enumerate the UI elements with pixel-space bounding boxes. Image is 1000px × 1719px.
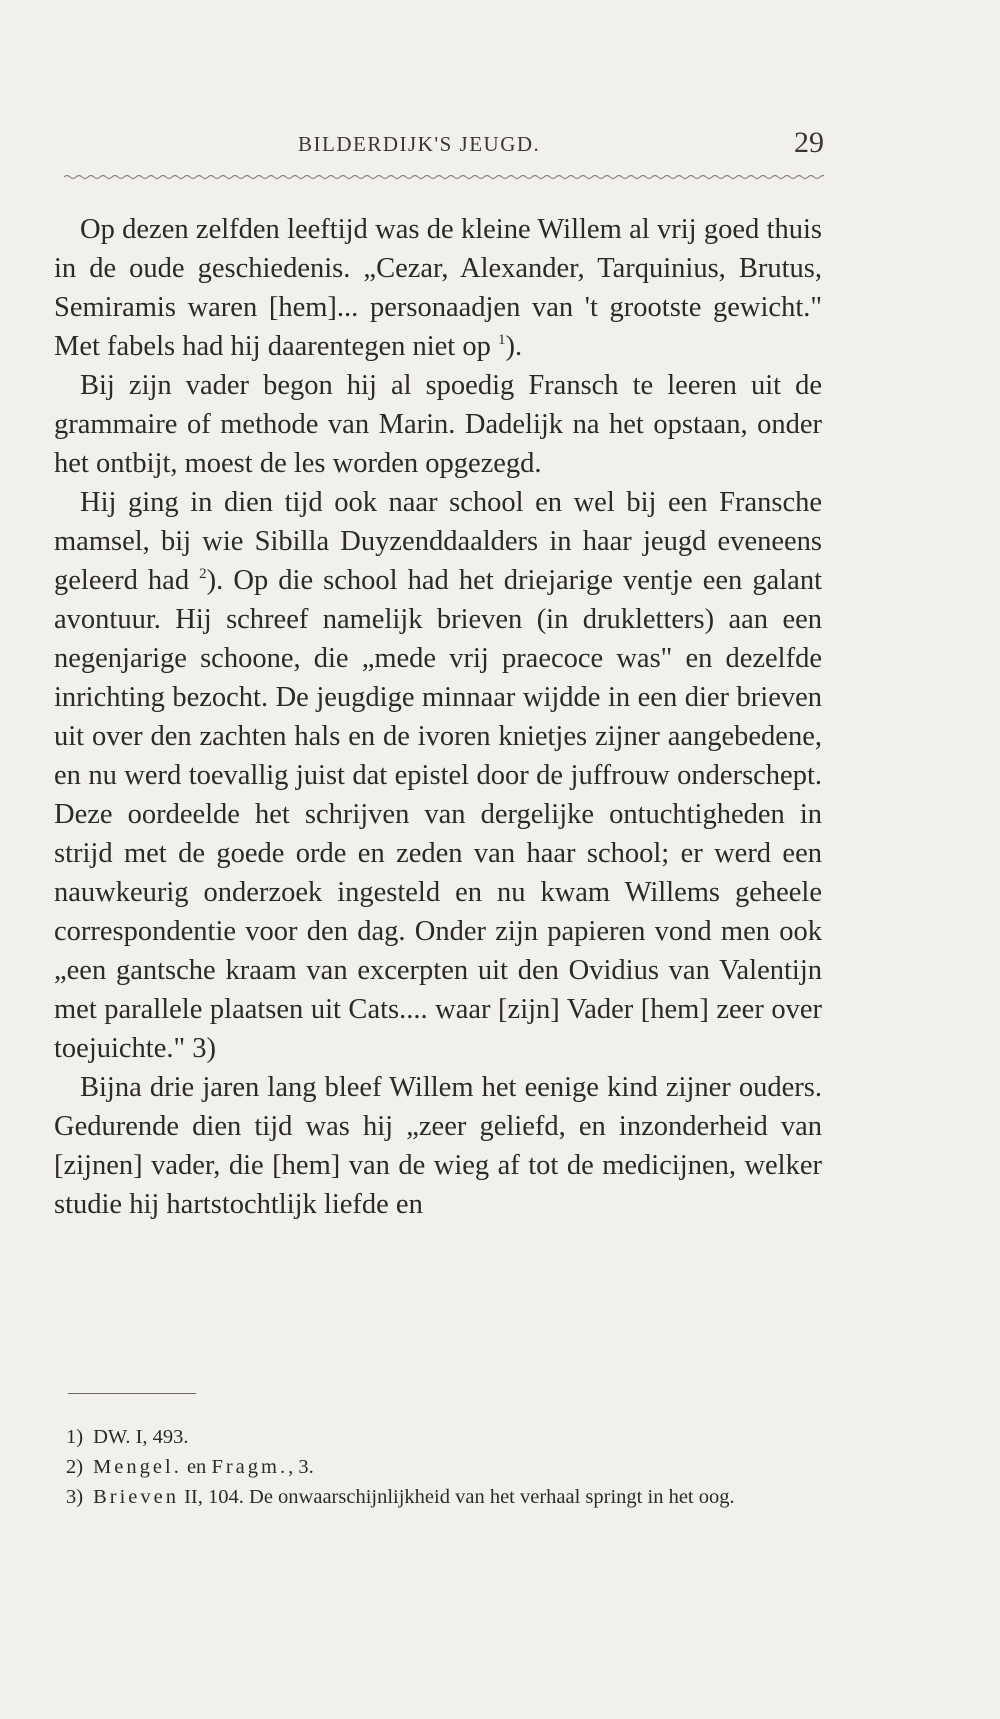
footnote-text: DW. I, 493. (93, 1426, 189, 1448)
text-segment: 3) (192, 1033, 217, 1064)
text-segment: ). (505, 331, 523, 362)
footnote (66, 1452, 846, 1482)
footnote (66, 1482, 846, 1512)
footnote-text: , 3. (288, 1456, 314, 1478)
footnote-text: en (181, 1456, 212, 1478)
text-segment: Bijna drie jaren lang bleef Willem het eenige kind zijner ouders. Gedurende dien tijd was hij „zeer geliefd, en inzonderheid van [zijnen] vader, die [hem] van de wieg af tot de medicijnen, welker studie hij hartstochtlijk liefde en (54, 1072, 822, 1220)
footnote-separator (68, 1393, 196, 1394)
paragraph (54, 366, 822, 483)
footnote-source: Mengel. (93, 1456, 182, 1478)
body-text (54, 210, 822, 1224)
footnote-ref: 1 (497, 332, 506, 348)
text-segment: Op dezen zelfden leeftijd was de kleine Willem al vrij goed thuis in de oude geschiedenis. „Cezar, Alexander, Tarquinius, Brutus, Semiramis waren [hem]... personaadjen van 't grootste gewicht." Met fabels had hij daarentegen niet op (54, 214, 822, 362)
paragraph (54, 210, 822, 366)
footnotes (66, 1422, 846, 1512)
paragraph (54, 483, 822, 1068)
footnote-ref: 2 (199, 566, 207, 582)
paragraph (54, 1068, 822, 1224)
footnote-text: II, 104. De onwaarschijnlijkheid van het verhaal springt in het oog. (178, 1486, 735, 1508)
page-number: 29 (794, 126, 824, 159)
footnote-source: Fragm. (211, 1456, 289, 1478)
footnote-source: Brieven (93, 1486, 179, 1508)
text-segment: ). Op die school had het driejarige ventje een galant avontuur. Hij schreef namelijk brieven (in drukletters) aan een negenjarige schoone, die „mede vrij praecoce was" en dezelfde inrichting bezocht. De jeugdige minnaar wijdde in een dier brieven uit over den zachten hals en de ivoren knietjes zijner aangebedene, en nu werd toevallig juist dat epistel door de juffrouw onderschept. Deze oordeelde het schrijven van dergelijke ontuchtigheden in strijd met de goede orde en zeden van haar school; er werd een nauwkeurig onderzoek ingesteld en nu kwam Willems geheele correspondentie voor den dag. Onder zijn papieren vond men ook „een gantsche kraam van excerpten uit den Ovidius van Valentijn met parallele plaatsen uit Cats.... waar [zijn] Vader [hem] zeer over toejuichte." (54, 565, 822, 1064)
footnote-mark: 3) (66, 1486, 84, 1508)
running-title: BILDERDIJK'S JEUGD. (298, 132, 541, 156)
footnote-mark: 2) (66, 1456, 84, 1478)
text-segment: Hij ging in dien tijd ook naar school en wel bij een Fransche mamsel, bij wie Sibilla Duyzenddaalders in haar jeugd eveneens geleerd had (54, 487, 822, 596)
wavy-rule-ornament (64, 170, 824, 184)
footnote (66, 1422, 846, 1452)
footnote-mark: 1) (66, 1426, 84, 1448)
text-segment: Bij zijn vader begon hij al spoedig Fransch te leeren uit de grammaire of methode van Marin. Dadelijk na het opstaan, onder het ontbijt, moest de les worden opgezegd. (54, 370, 822, 479)
